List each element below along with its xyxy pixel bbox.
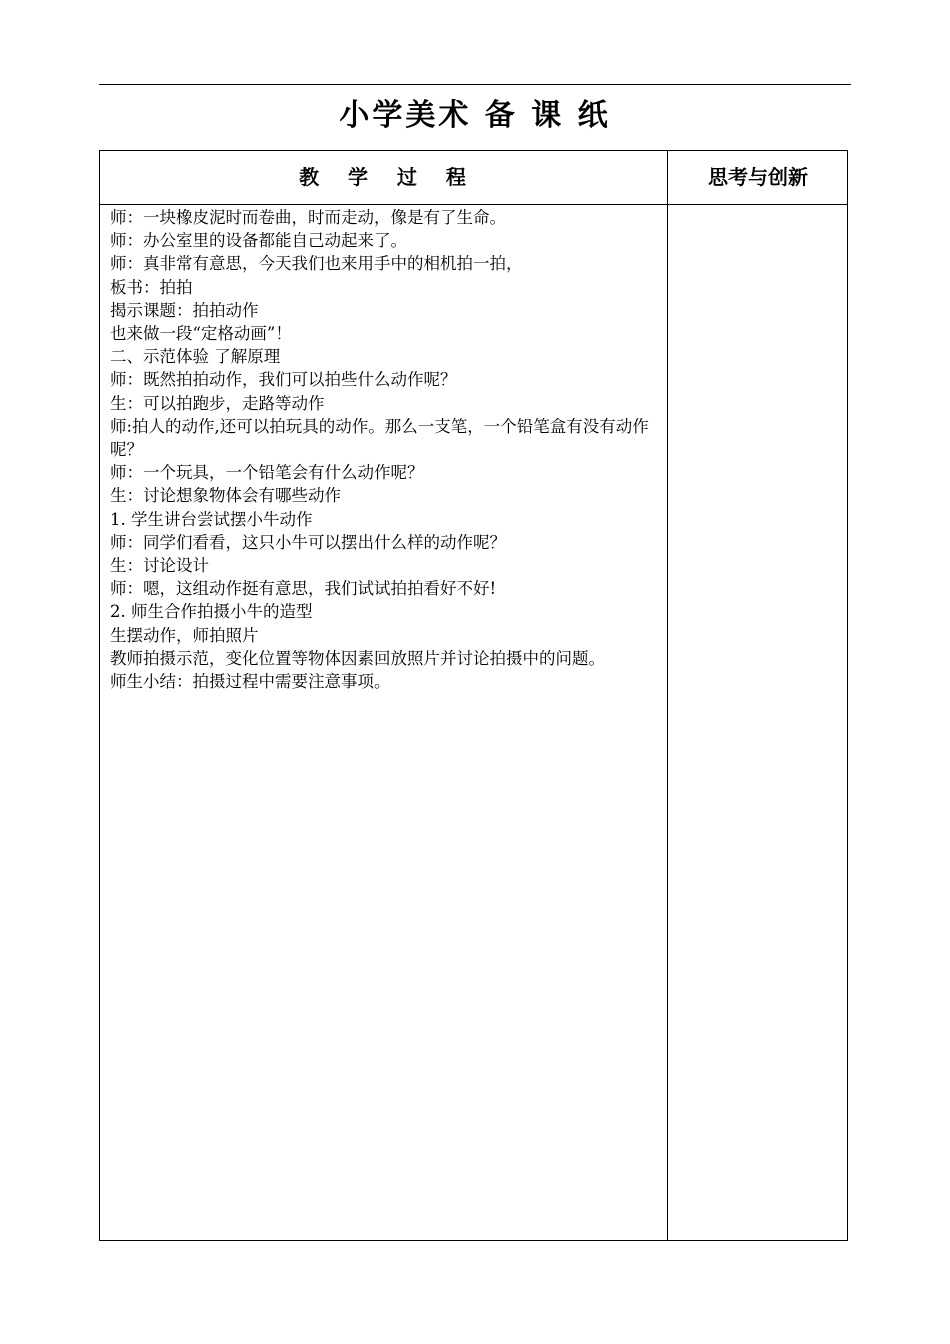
process-line: 师：一块橡皮泥时而卷曲，时而走动，像是有了生命。 <box>110 208 506 227</box>
header-reflection-innovation: 思考与创新 <box>708 165 808 189</box>
lesson-plan-table <box>99 150 848 1241</box>
process-line: 1. 学生讲台尝试摆小牛动作 <box>110 509 313 529</box>
process-line: 板书：拍拍 <box>110 277 193 297</box>
process-line: 师：真非常有意思，今天我们也来用手中的相机拍一拍， <box>110 254 523 274</box>
process-line: 师：既然拍拍动作，我们可以拍些什么动作呢？ <box>110 370 457 390</box>
process-line: 教师拍摄示范，变化位置等物体因素回放照片并讨论拍摄中的问题。 <box>110 648 605 668</box>
header-teaching-process: 教 学 过 程 <box>299 165 468 189</box>
process-line: 师生小结：拍摄过程中需要注意事项。 <box>110 672 391 692</box>
teaching-process-cell <box>110 206 660 693</box>
process-line: 生：讨论想象物体会有哪些动作 <box>110 486 341 506</box>
process-line: 生：可以拍跑步，走路等动作 <box>110 393 325 413</box>
process-line: 师：嗯，这组动作挺有意思，我们试试拍拍看好不好! <box>110 579 497 599</box>
top-rule <box>99 84 851 85</box>
process-line: 师：办公室里的设备都能自己动起来了。 <box>110 231 407 251</box>
process-line: 师：一个玩具，一个铅笔会有什么动作呢？ <box>110 463 424 483</box>
process-line: 二、示范体验 了解原理 <box>110 347 281 367</box>
process-line: 生：讨论设计 <box>110 556 209 576</box>
process-line: 生摆动作，师拍照片 <box>110 625 259 645</box>
process-line: 2. 师生合作拍摄小牛的造型 <box>110 602 313 622</box>
process-line: 揭示课题：拍拍动作 <box>110 300 259 320</box>
document-title: 小学美术 备 课 纸 <box>339 98 611 133</box>
process-line: 也来做一段“定格动画”！ <box>110 324 292 344</box>
process-line: 师：同学们看看，这只小牛可以摆出什么样的动作呢？ <box>110 532 506 552</box>
process-line: 师:拍人的动作,还可以拍玩具的动作。那么一支笔，一个铅笔盒有没有动作呢？ <box>110 416 649 460</box>
reflection-cell <box>668 205 847 1240</box>
